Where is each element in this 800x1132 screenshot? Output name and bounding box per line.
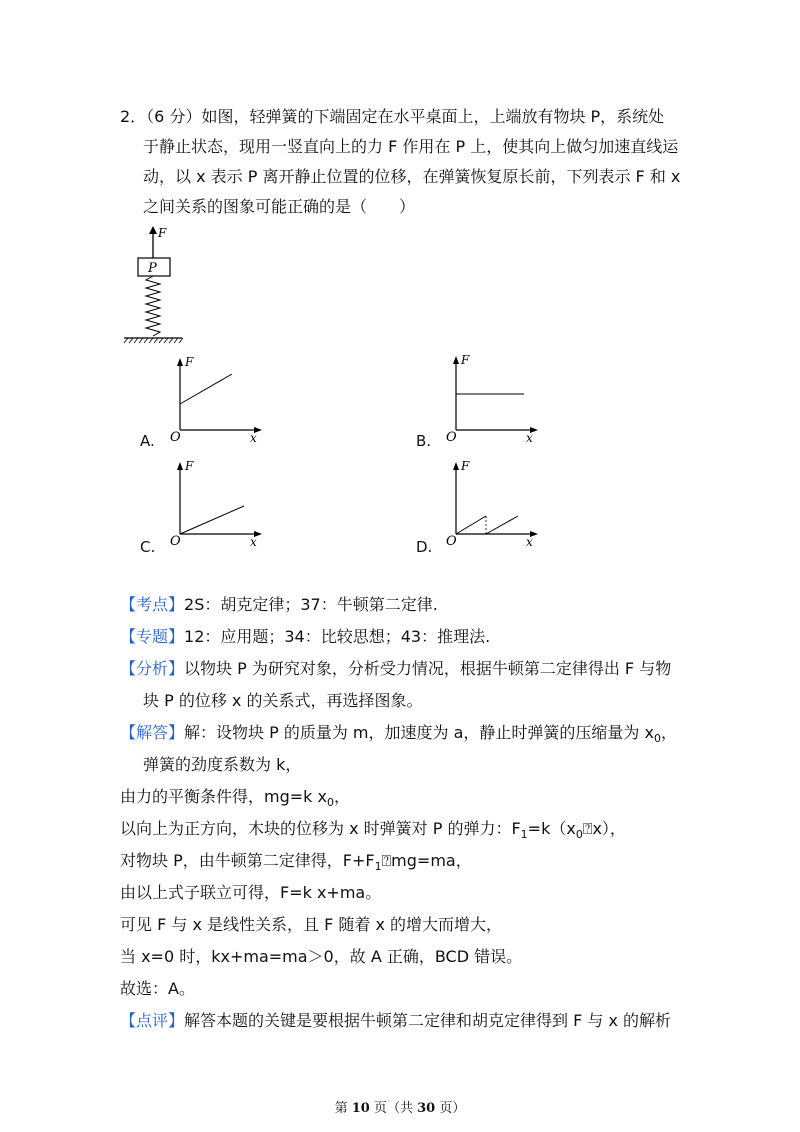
force-label: F bbox=[158, 226, 167, 240]
page-footer: 第 10 页（共 30 页） bbox=[334, 1101, 466, 1116]
svg-text:F: F bbox=[185, 355, 194, 369]
svg-text:x: x bbox=[526, 431, 533, 444]
option-c-graph bbox=[168, 458, 268, 550]
solution-step-5: 可见 F 与 x 是线性关系，且 F 随着 x 的增大而增大， bbox=[120, 915, 503, 934]
question-line-1: 2．（6 分）如图，轻弹簧的下端固定在水平桌面上，上端放有物块 P，系统处 bbox=[120, 107, 665, 126]
dianping-line: 【点评】解答本题的关键是要根据牛顿第二定律和胡克定律得到 F 与 x 的解析 bbox=[120, 1011, 672, 1030]
option-b-graph bbox=[444, 352, 544, 444]
option-a-label: A. bbox=[140, 432, 155, 450]
fenxi-tag: 【分析】 bbox=[120, 659, 185, 678]
svg-text:O: O bbox=[446, 534, 457, 549]
jieda-line-2: 弹簧的劲度系数为 k， bbox=[143, 755, 302, 774]
svg-text:F: F bbox=[185, 459, 194, 473]
option-a-graph bbox=[168, 354, 268, 444]
question-line-2: 于静止状态，现用一竖直向上的力 F 作用在 P 上，使其向上做匀加速直线运 bbox=[143, 137, 679, 156]
option-d-graph bbox=[444, 458, 544, 550]
spring-block-figure bbox=[118, 224, 188, 348]
svg-text:F: F bbox=[461, 459, 470, 473]
fenxi-line-2: 块 P 的位移 x 的关系式，再选择图象。 bbox=[143, 691, 423, 710]
page-total: 30 bbox=[417, 1101, 436, 1116]
fenxi-line-1: 【分析】以物块 P 为研究对象，分析受力情况，根据牛顿第二定律得出 F 与物 bbox=[120, 659, 672, 678]
kaodian-tag: 【考点】 bbox=[120, 595, 185, 614]
solution-answer: 故选：A。 bbox=[120, 979, 195, 998]
option-c-label: C. bbox=[140, 538, 156, 556]
zhuanti-line: 【专题】12：应用题；34：比较思想；43：推理法. bbox=[120, 627, 491, 646]
page-number: 10 bbox=[351, 1101, 370, 1116]
jieda-line-1: 【解答】解：设物块 P 的质量为 m，加速度为 a，静止时弹簧的压缩量为 $x_0$， bbox=[120, 723, 677, 746]
block-label: P bbox=[148, 261, 157, 276]
jieda-tag: 【解答】 bbox=[120, 723, 185, 742]
zhuanti-tag: 【专题】 bbox=[120, 627, 185, 646]
option-b-label: B. bbox=[416, 432, 432, 450]
svg-text:O: O bbox=[446, 430, 457, 444]
svg-text:O: O bbox=[170, 430, 181, 444]
svg-text:x: x bbox=[526, 535, 533, 549]
solution-step-3: 对物块 P，由牛顿第二定律得，$F+F_1⍰mg=ma$， bbox=[120, 851, 472, 874]
svg-text:O: O bbox=[170, 534, 181, 549]
kaodian-line: 【考点】2S：胡克定律；37：牛顿第二定律. bbox=[120, 595, 438, 614]
solution-step-4: 由以上式子联立可得，F=k x+ma。 bbox=[120, 883, 382, 902]
dianping-tag: 【点评】 bbox=[120, 1011, 185, 1030]
option-d-label: D. bbox=[416, 538, 433, 556]
solution-step-6: 当 x=0 时，kx+ma=ma＞0，故 A 正确，BCD 错误。 bbox=[120, 947, 523, 966]
solution-step-1: 由力的平衡条件得，mg=k $x_0$， bbox=[120, 787, 350, 810]
question-line-3: 动，以 x 表示 P 离开静止位置的位移，在弹簧恢复原长前，下列表示 F 和 x bbox=[143, 167, 681, 186]
svg-text:x: x bbox=[250, 535, 257, 549]
svg-text:x: x bbox=[250, 431, 257, 444]
svg-text:F: F bbox=[461, 353, 470, 367]
solution-step-2: 以向上为正方向，木块的位移为 x 时弹簧对 P 的弹力：$F_1=k(x_0⍰x)$， bbox=[120, 819, 626, 842]
question-line-4: 之间关系的图象可能正确的是（ ） bbox=[143, 197, 416, 216]
